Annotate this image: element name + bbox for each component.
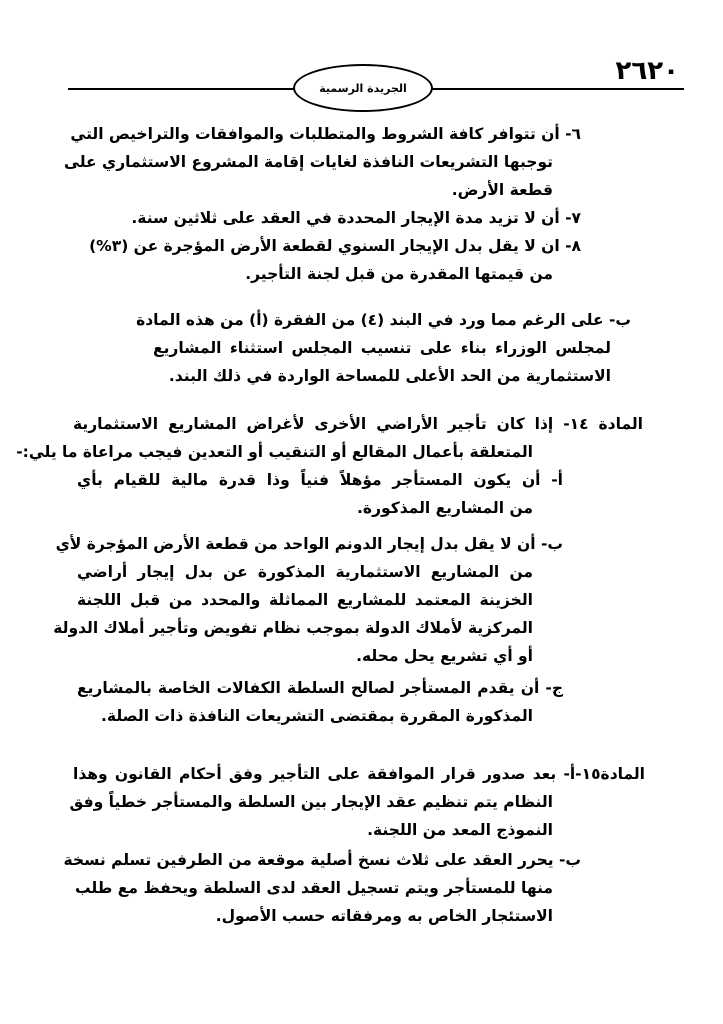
text-line: المادة١٥-أ- بعد صدور قرار الموافقة على التأجير وفق أحكام القانون وهذا (73, 765, 645, 783)
text-line: من قيمتها المقدرة من قبل لجنة التأجير. (245, 265, 553, 283)
text-line: ب- على الرغم مما ورد في البند (٤) من الفقرة (أ) من هذه المادة (136, 311, 631, 329)
text-line: الاستئجار الخاص به ومرفقاته حسب الأصول. (215, 907, 553, 925)
text-line: لمجلس الوزراء بناء على تنسيب المجلس استثناء المشاريع (153, 339, 611, 357)
text-line: أو أي تشريع يحل محله. (356, 647, 533, 665)
text-line: من المشاريع الاستثمارية المذكورة عن بدل إيجار أراضي (77, 563, 533, 581)
text-line: ٧- أن لا تزيد مدة الإيجار المحددة في العقد على ثلاثين سنة. (131, 209, 581, 227)
gazette-title: الجريدة الرسمية (319, 81, 407, 95)
page-number: ٢٦٢٠ (615, 56, 679, 86)
text-line: المذكورة المقررة بمقتضى التشريعات النافذة ذات الصلة. (101, 707, 533, 725)
text-line: المتعلقة بأعمال المقالع أو التنقيب أو التعدين فيجب مراعاة ما يلي:- (16, 443, 533, 461)
text-line: ج- أن يقدم المستأجر لصالح السلطة الكفالات الخاصة بالمشاريع (77, 679, 563, 697)
text-line: النموذج المعد من اللجنة. (367, 821, 553, 839)
text-line: ٦- أن تتوافر كافة الشروط والمتطلبات والموافقات والتراخيص التي (70, 125, 581, 143)
text-line: أ- أن يكون المستأجر مؤهلاً فنياً وذا قدرة مالية للقيام بأي (77, 471, 563, 489)
text-line: النظام يتم تنظيم عقد الإيجار بين السلطة والمستأجر خطياً وفق (69, 793, 553, 811)
text-line: ب- يحرر العقد على ثلاث نسخ أصلية موقعة من الطرفين تسلم نسخة (63, 851, 581, 869)
text-line: الاستثمارية من الحد الأعلى للمساحة الواردة في ذلك البند. (168, 367, 611, 385)
text-line: الخزينة المعتمد للمشاريع المماثلة والمحدد من قبل اللجنة (77, 591, 533, 609)
text-line: ٨- ان لا يقل بدل الإيجار السنوي لقطعة الأرض المؤجرة عن (٣%) (89, 237, 581, 255)
text-line: ب- أن لا يقل بدل إيجار الدونم الواحد من قطعة الأرض المؤجرة لأي (55, 535, 563, 553)
text-line: من المشاريع المذكورة. (357, 499, 533, 517)
text-line: المادة ١٤- إذا كان تأجير الأراضي الأخرى لأغراض المشاريع الاستثمارية (73, 415, 643, 433)
text-line: قطعة الأرض. (451, 181, 553, 199)
text-line: منها للمستأجر ويتم تسجيل العقد لدى السلطة ويحفظ مع طلب (75, 879, 553, 897)
text-line: المركزية لأملاك الدولة بموجب نظام تفويض وتأجير أملاك الدولة (53, 619, 533, 637)
gazette-masthead (293, 64, 433, 112)
text-line: توجبها التشريعات النافذة لغايات إقامة المشروع الاستثماري على (64, 153, 553, 171)
